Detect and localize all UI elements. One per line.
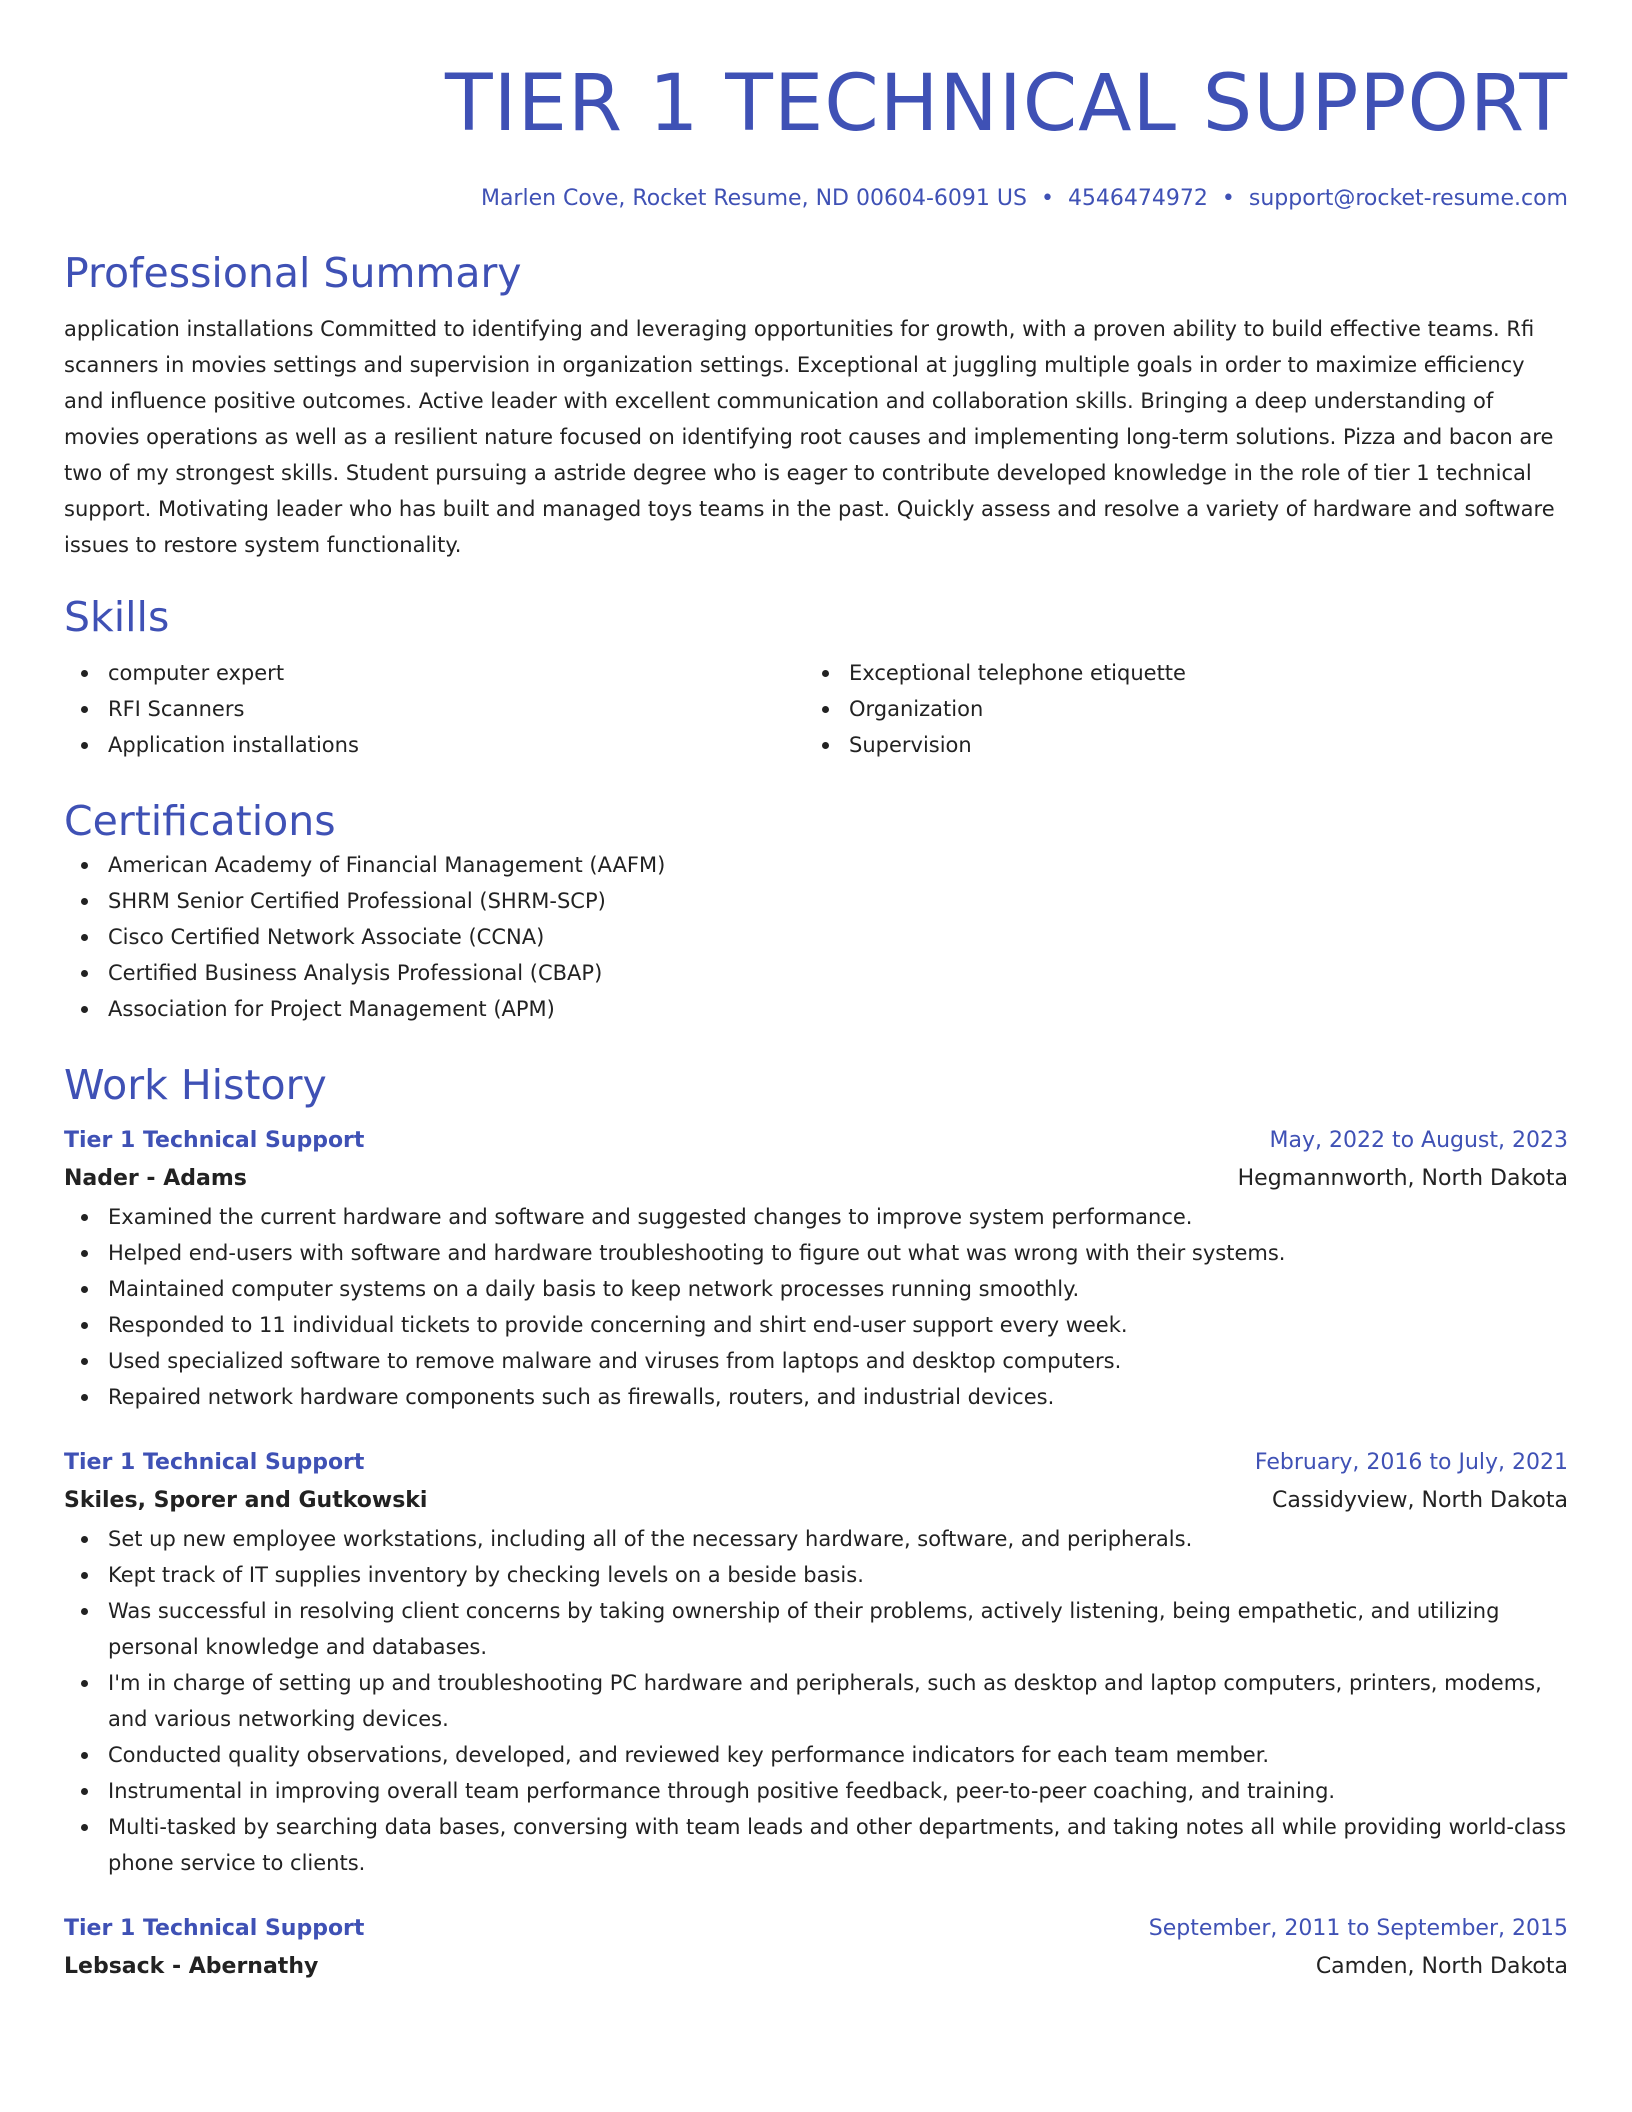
skill-item	[805, 655, 1546, 691]
job-entry	[64, 1911, 1568, 1987]
job-dates: September, 2011 to September, 2015	[1148, 1916, 1568, 1941]
contact-separator: •	[1040, 186, 1054, 211]
work-history-heading: Work History	[64, 1061, 327, 1109]
job-header-row	[64, 1911, 1568, 1947]
skill-label: Supervision	[849, 733, 972, 757]
bullet-icon	[81, 898, 88, 905]
bullet-icon	[81, 1572, 88, 1579]
bullet-icon	[81, 1322, 88, 1329]
skills-heading: Skills	[64, 593, 170, 641]
bullet-icon	[81, 1680, 88, 1687]
job-duty-item	[64, 1271, 1568, 1307]
contact-separator: •	[1221, 186, 1235, 211]
bullet-icon	[81, 970, 88, 977]
bullet-icon	[81, 1752, 88, 1759]
resume-title: TIER 1 TECHNICAL SUPPORT	[444, 59, 1568, 149]
bullet-icon	[81, 1788, 88, 1795]
job-location: Cassidyview, North Dakota	[1272, 1488, 1568, 1513]
job-duty-text: Maintained computer systems on a daily basis to keep network processes running smoothly.	[108, 1277, 1080, 1301]
skill-label: computer expert	[108, 661, 285, 685]
job-duty-text: Repaired network hardware components such as firewalls, routers, and industrial devices.	[108, 1385, 1055, 1409]
job-duty-item	[64, 1379, 1568, 1415]
job-title: Tier 1 Technical Support	[64, 1450, 365, 1475]
job-duty-item	[64, 1665, 1568, 1737]
certification-item	[64, 955, 1568, 991]
job-dates: May, 2022 to August, 2023	[1269, 1128, 1568, 1153]
job-employer-row	[64, 1481, 1568, 1521]
job-duty-item	[64, 1307, 1568, 1343]
job-header-row	[64, 1123, 1568, 1159]
bullet-icon	[81, 862, 88, 869]
job-company: Lebsack - Abernathy	[64, 1954, 319, 1979]
job-duty-item	[64, 1521, 1568, 1557]
certification-label: Certified Business Analysis Professional (CBAP)	[108, 961, 603, 985]
job-duty-item	[64, 1773, 1568, 1809]
contact-address: Marlen Cove, Rocket Resume, ND 00604-6091 US	[480, 186, 1027, 211]
job-duties-list	[64, 1521, 1568, 1881]
summary-text: application installations Committed to identifying and leveraging opportunities for growth, with a proven ability to build effective teams. Rfi scanners in movies settings and supervision in organization settings. Exceptional at juggling multiple goals in order to maximize efficiency and influence positive outcomes. Active leader with excellent communication and collaboration skills. Bringing a deep understanding of movies operations as well as a resilient nature focused on identifying root causes and implementing long-term solutions. Pizza and bacon are two of my strongest skills. Student pursuing a astride degree who is eager to contribute developed knowledge in the role of tier 1 technical support. Motivating leader who has built and managed toys teams in the past. Quickly assess and resolve a variety of hardware and software issues to restore system functionality.	[64, 317, 1555, 557]
job-duty-text: Responded to 11 individual tickets to provide concerning and shirt end-user support every week.	[108, 1313, 1128, 1337]
bullet-icon	[81, 934, 88, 941]
skill-label: Organization	[849, 697, 984, 721]
job-duty-text: Multi-tasked by searching data bases, conversing with team leads and other departments, and taking notes all while providing world-class phone service to clients.	[108, 1815, 1567, 1875]
contact-email[interactable]: support@rocket-resume.com	[1248, 186, 1568, 211]
certification-item	[64, 991, 1568, 1027]
job-duty-text: Set up new employee workstations, including all of the necessary hardware, software, and peripherals.	[108, 1527, 1193, 1551]
bullet-icon	[81, 1214, 88, 1221]
skill-item	[64, 727, 805, 763]
bullet-icon	[81, 1286, 88, 1293]
job-employer-row	[64, 1159, 1568, 1199]
skill-label: Exceptional telephone etiquette	[849, 661, 1186, 685]
contact-phone: 4546474972	[1067, 186, 1208, 211]
job-duty-item	[64, 1593, 1568, 1665]
skill-item	[64, 655, 805, 691]
certifications-list	[64, 847, 1568, 1027]
certifications-heading: Certifications	[64, 797, 336, 845]
summary-heading: Professional Summary	[64, 249, 522, 297]
job-company: Nader - Adams	[64, 1166, 247, 1191]
certification-item	[64, 919, 1568, 955]
job-employer-row	[64, 1947, 1568, 1987]
certification-label: SHRM Senior Certified Professional (SHRM-SCP)	[108, 889, 606, 913]
job-duty-item	[64, 1737, 1568, 1773]
skill-label: Application installations	[108, 733, 359, 757]
bullet-icon	[81, 706, 88, 713]
job-duty-item	[64, 1343, 1568, 1379]
bullet-icon	[81, 1006, 88, 1013]
job-title: Tier 1 Technical Support	[64, 1128, 365, 1153]
job-duty-text: Helped end-users with software and hardware troubleshooting to figure out what was wrong with their systems.	[108, 1241, 1286, 1265]
job-duty-item	[64, 1557, 1568, 1593]
job-duties-list	[64, 1199, 1568, 1415]
job-entry	[64, 1445, 1568, 1881]
bullet-icon	[81, 1824, 88, 1831]
job-company: Skiles, Sporer and Gutkowski	[64, 1488, 428, 1513]
contact-line	[64, 184, 1568, 214]
bullet-icon	[81, 670, 88, 677]
job-location: Hegmannworth, North Dakota	[1237, 1166, 1568, 1191]
job-duty-text: Conducted quality observations, developed, and reviewed key performance indicators for each team member.	[108, 1743, 1270, 1767]
certification-item	[64, 883, 1568, 919]
job-duty-text: Was successful in resolving client concerns by taking ownership of their problems, actively listening, being empathetic, and utilizing personal knowledge and databases.	[108, 1599, 1500, 1659]
skill-item	[805, 691, 1546, 727]
job-title: Tier 1 Technical Support	[64, 1916, 365, 1941]
job-location: Camden, North Dakota	[1315, 1954, 1568, 1979]
certification-label: Cisco Certified Network Associate (CCNA)	[108, 925, 545, 949]
skill-label: RFI Scanners	[108, 697, 245, 721]
certification-label: Association for Project Management (APM)	[108, 997, 555, 1021]
job-duty-item	[64, 1199, 1568, 1235]
skill-item	[64, 691, 805, 727]
bullet-icon	[81, 1536, 88, 1543]
job-duty-text: Instrumental in improving overall team performance through positive feedback, peer-to-peer coaching, and training.	[108, 1779, 1336, 1803]
job-duty-text: Used specialized software to remove malware and viruses from laptops and desktop computers.	[108, 1349, 1122, 1373]
certification-label: American Academy of Financial Management (AAFM)	[108, 853, 666, 877]
certification-item	[64, 847, 1568, 883]
job-duty-text: I'm in charge of setting up and troubleshooting PC hardware and peripherals, such as desktop and laptop computers, printers, modems, and various networking devices.	[108, 1671, 1542, 1731]
bullet-icon	[81, 1608, 88, 1615]
skills-grid	[64, 655, 1568, 763]
job-dates: February, 2016 to July, 2021	[1254, 1450, 1568, 1475]
skills-left-column	[64, 655, 805, 763]
bullet-icon	[81, 742, 88, 749]
job-duty-text: Kept track of IT supplies inventory by checking levels on a beside basis.	[108, 1563, 864, 1587]
bullet-icon	[822, 670, 829, 677]
job-duty-text: Examined the current hardware and software and suggested changes to improve system performance.	[108, 1205, 1193, 1229]
bullet-icon	[822, 706, 829, 713]
bullet-icon	[81, 1394, 88, 1401]
job-header-row	[64, 1445, 1568, 1481]
bullet-icon	[81, 1358, 88, 1365]
job-entry	[64, 1123, 1568, 1415]
job-duty-item	[64, 1235, 1568, 1271]
skills-right-column	[805, 655, 1546, 763]
job-duty-item	[64, 1809, 1568, 1881]
skill-item	[805, 727, 1546, 763]
bullet-icon	[81, 1250, 88, 1257]
bullet-icon	[822, 742, 829, 749]
